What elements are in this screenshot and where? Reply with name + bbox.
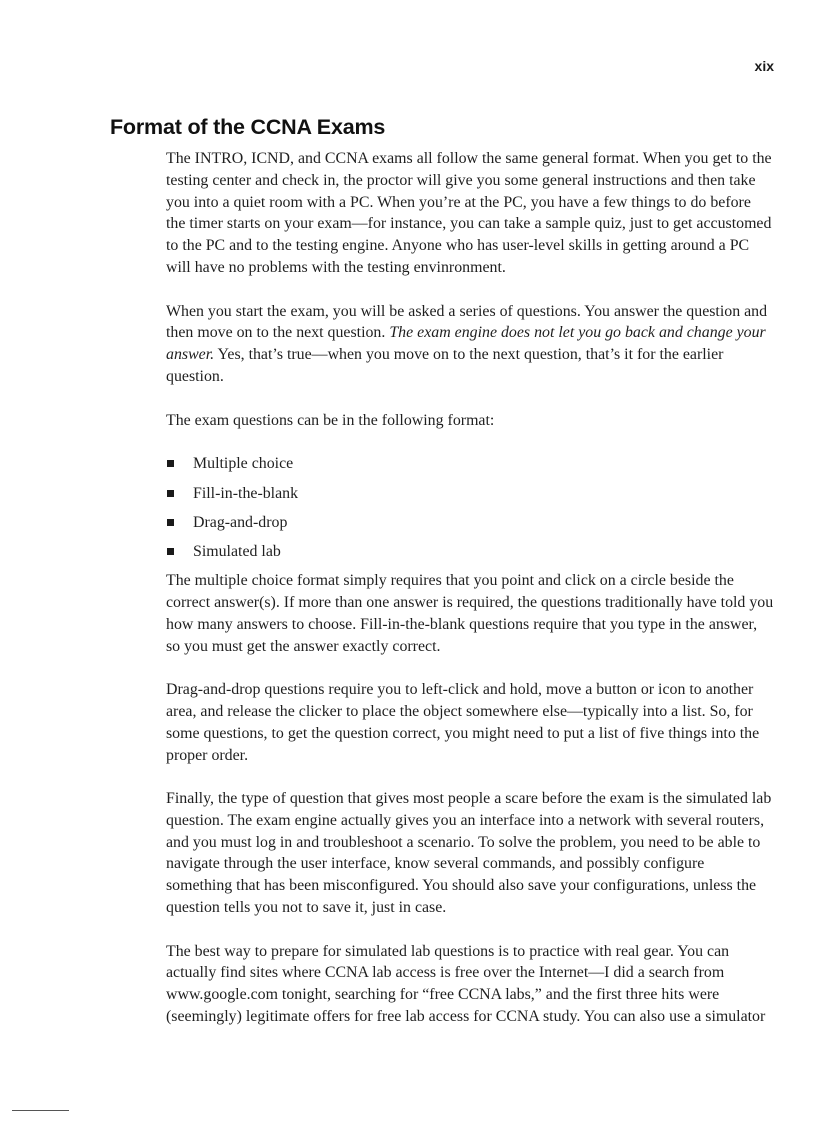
list-item [166, 483, 774, 505]
paragraph-exam-start-lead: When you start the exam, you will be asked a series of questions. You answer the question and then move on to the next question. [166, 302, 768, 342]
square-bullet-icon [167, 460, 174, 467]
paragraph-question-formats-intro: The exam questions can be in the following format: [166, 411, 495, 429]
paragraph-exam-start-tail: Yes, that’s true—when you move on to the next question, that’s it for the earlier question. [166, 346, 724, 385]
list-item-text: Multiple choice [193, 455, 294, 473]
paragraph-drag-and-drop: Drag-and-drop questions require you to left-click and hold, move a button or icon to another area, and release the clicker to place the object somewhere else—typically into a list. So, for some questions, to get the question correct, you might need to put a list of five things into the proper order. [166, 681, 760, 764]
list-item-text: Drag-and-drop [193, 513, 288, 531]
list-item [166, 453, 774, 475]
list-item [166, 541, 774, 563]
list-item [166, 512, 774, 534]
body-text [166, 148, 774, 1050]
footer-divider [12, 1110, 69, 1111]
paragraph-exam-format-overview: The INTRO, ICND, and CCNA exams all follow the same general format. When you get to the testing center and check in, the proctor will give you some general instructions and then take you into a quiet room with a PC. When you’re at the PC, you have a few things to do before the timer starts on your exam—for instance, you can take a sample quiz, just to get accustomed to the PC and to the testing engine. Anyone who has user-level skills in getting around a PC will have no problems with the testing envinronment. [166, 150, 772, 276]
question-format-list [166, 453, 774, 563]
paragraph-exam-start [166, 301, 774, 388]
page-number: xix [754, 58, 774, 74]
square-bullet-icon [167, 548, 174, 555]
square-bullet-icon [167, 490, 174, 497]
paragraph-simulated-lab: Finally, the type of question that gives most people a scare before the exam is the simulated lab question. The exam engine actually gives you an interface into a network with several routers, and you must log in and troubleshoot a scenario. To solve the problem, you need to be able to navigate through the user interface, know several commands, and possibly configure something that has been misconfigured. You should also save your configurations, unless the question tells you not to save it, just in case. [166, 790, 772, 917]
paragraph-lab-preparation: The best way to prepare for simulated lab questions is to practice with real gear. You can actually find sites where CCNA lab access is free over the Internet—I did a search from www.google.com tonight, searching for “free CCNA labs,” and the first three hits were (seemingly) legitimate offers for free lab access for CCNA study. You can also use a simulator [166, 942, 766, 1026]
paragraph-multiple-choice: The multiple choice format simply requires that you point and click on a circle beside the correct answer(s). If more than one answer is required, the questions traditionally have told you how many answers to choose. Fill-in-the-blank questions require that you type in the answer, so you must get the answer exactly correct. [166, 572, 774, 655]
list-item-text: Simulated lab [193, 543, 281, 561]
list-item-text: Fill-in-the-blank [193, 484, 299, 502]
square-bullet-icon [167, 519, 174, 526]
emphasis-no-going-back: The exam engine does not let you go back and change your answer. [166, 324, 766, 364]
section-heading: Format of the CCNA Exams [110, 115, 386, 139]
